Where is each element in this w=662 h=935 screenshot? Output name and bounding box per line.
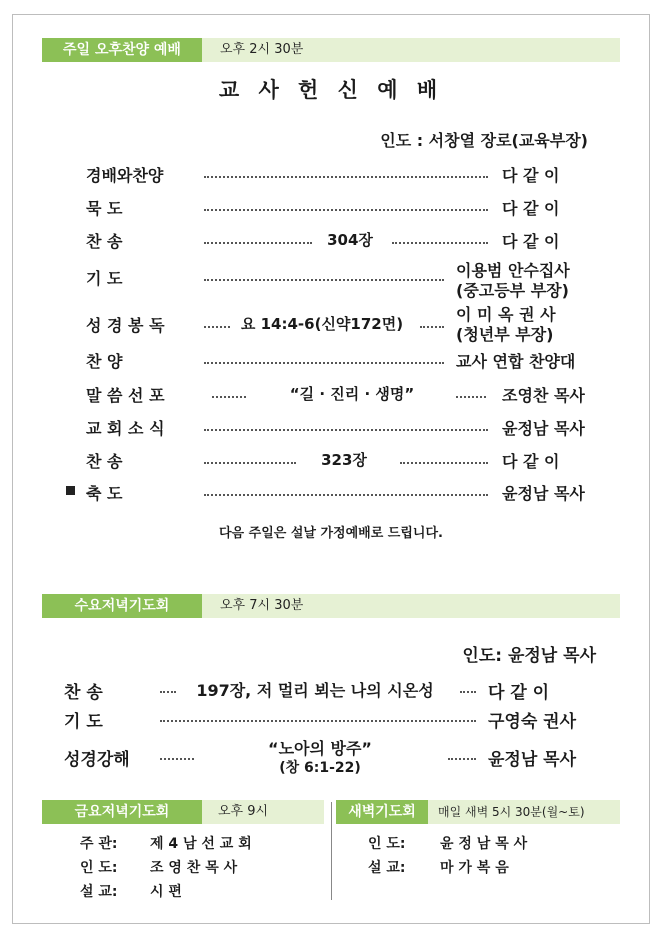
column-divider <box>331 802 332 900</box>
order-person: 구영숙 권사 <box>488 712 577 732</box>
friday-time: 오후 9시 <box>218 804 269 819</box>
dot-leader <box>204 429 488 431</box>
sunday-band <box>42 38 620 62</box>
sunday-time: 오후 2시 30분 <box>220 42 304 57</box>
order-label: 성경강해 <box>64 750 130 770</box>
detail-label: 설 교: <box>80 884 118 900</box>
order-person: 윤정남 목사 <box>502 484 585 503</box>
order-person: 다 같 이 <box>502 166 560 185</box>
order-label: 축 도 <box>86 484 123 503</box>
order-person: 교사 연합 찬양대 <box>456 352 576 371</box>
dot-leader <box>204 176 488 178</box>
sunday-band-label: 주일 오후찬양 예배 <box>42 38 202 62</box>
order-label: 찬 송 <box>86 452 123 471</box>
dot-leader <box>160 758 194 760</box>
dawn-band <box>336 800 620 824</box>
wednesday-band <box>42 594 620 618</box>
order-person: 다 같 이 <box>502 452 560 471</box>
dot-leader <box>204 279 444 281</box>
wednesday-leader: 인도: 윤정남 목사 <box>462 646 596 666</box>
dot-leader <box>160 691 176 693</box>
dot-leader <box>204 326 230 328</box>
hymn-number: 323장 <box>321 451 367 469</box>
wednesday-band-label: 수요저녁기도회 <box>42 594 202 618</box>
scripture-reference: (창 6:1-22) <box>279 760 361 776</box>
order-person: 다 같 이 <box>488 683 550 703</box>
detail-value: 제 4 남 선 교 회 <box>150 836 252 852</box>
dot-leader <box>204 209 488 211</box>
order-person-role: (청년부 부장) <box>456 325 554 344</box>
hymn-number: 304장 <box>327 231 373 249</box>
order-label: 기 도 <box>64 712 103 732</box>
order-label: 찬 송 <box>64 683 103 703</box>
detail-label: 주 관: <box>80 836 118 852</box>
detail-value: 마 가 복 음 <box>440 860 509 876</box>
wednesday-time: 오후 7시 30분 <box>220 598 304 613</box>
dot-leader <box>420 326 444 328</box>
detail-label: 인 도: <box>368 836 406 852</box>
dot-leader <box>392 242 488 244</box>
order-label: 묵 도 <box>86 199 123 218</box>
order-person: 윤정남 목사 <box>502 419 585 438</box>
order-person: 다 같 이 <box>502 199 560 218</box>
dot-leader <box>448 758 476 760</box>
order-label: 찬 양 <box>86 352 123 371</box>
friday-band-label: 금요저녁기도회 <box>42 800 202 824</box>
dot-leader <box>460 691 476 693</box>
order-label: 기 도 <box>86 269 123 288</box>
order-label: 말 씀 선 포 <box>86 386 165 405</box>
detail-value: 조 영 찬 목 사 <box>150 860 238 876</box>
order-person-role: (중고등부 부장) <box>456 281 569 300</box>
friday-band <box>42 800 324 824</box>
order-person: 다 같 이 <box>502 232 560 251</box>
dot-leader <box>204 494 488 496</box>
dot-leader <box>212 396 246 398</box>
dawn-band-label: 새벽기도회 <box>336 800 428 824</box>
dot-leader <box>204 362 444 364</box>
detail-value: 윤 정 남 목 사 <box>440 836 528 852</box>
dot-leader <box>204 462 296 464</box>
sermon-title: “노아의 방주” <box>268 739 372 758</box>
order-label: 경배와찬양 <box>86 166 164 185</box>
order-label: 교 회 소 식 <box>86 419 165 438</box>
dot-leader <box>456 396 486 398</box>
scripture-reference: 요 14:4-6(신약172면) <box>240 315 404 333</box>
detail-value: 시 편 <box>150 884 182 900</box>
order-label: 성 경 봉 독 <box>86 316 165 335</box>
square-bullet-icon <box>66 486 75 495</box>
service-title: 교 사 헌 신 예 배 <box>218 78 444 102</box>
dot-leader <box>204 242 312 244</box>
order-person: 윤정남 목사 <box>488 750 577 770</box>
dawn-time: 매일 새벽 5시 30분(월~토) <box>438 805 585 819</box>
sunday-leader: 인도 : 서창열 장로(교육부장) <box>380 131 588 150</box>
order-label: 찬 송 <box>86 232 123 251</box>
sermon-title: “길 · 진리 · 생명” <box>289 385 415 403</box>
dot-leader <box>400 462 488 464</box>
order-person: 조영찬 목사 <box>502 386 585 405</box>
next-week-notice: 다음 주일은 설날 가정예배로 드립니다. <box>219 526 443 541</box>
dot-leader <box>160 720 476 722</box>
order-person: 이용범 안수집사 <box>456 261 570 280</box>
detail-label: 설 교: <box>368 860 406 876</box>
detail-label: 인 도: <box>80 860 118 876</box>
hymn-title: 197장, 저 멀리 뵈는 나의 시온성 <box>196 681 434 700</box>
order-person: 이 미 옥 권 사 <box>456 305 556 324</box>
